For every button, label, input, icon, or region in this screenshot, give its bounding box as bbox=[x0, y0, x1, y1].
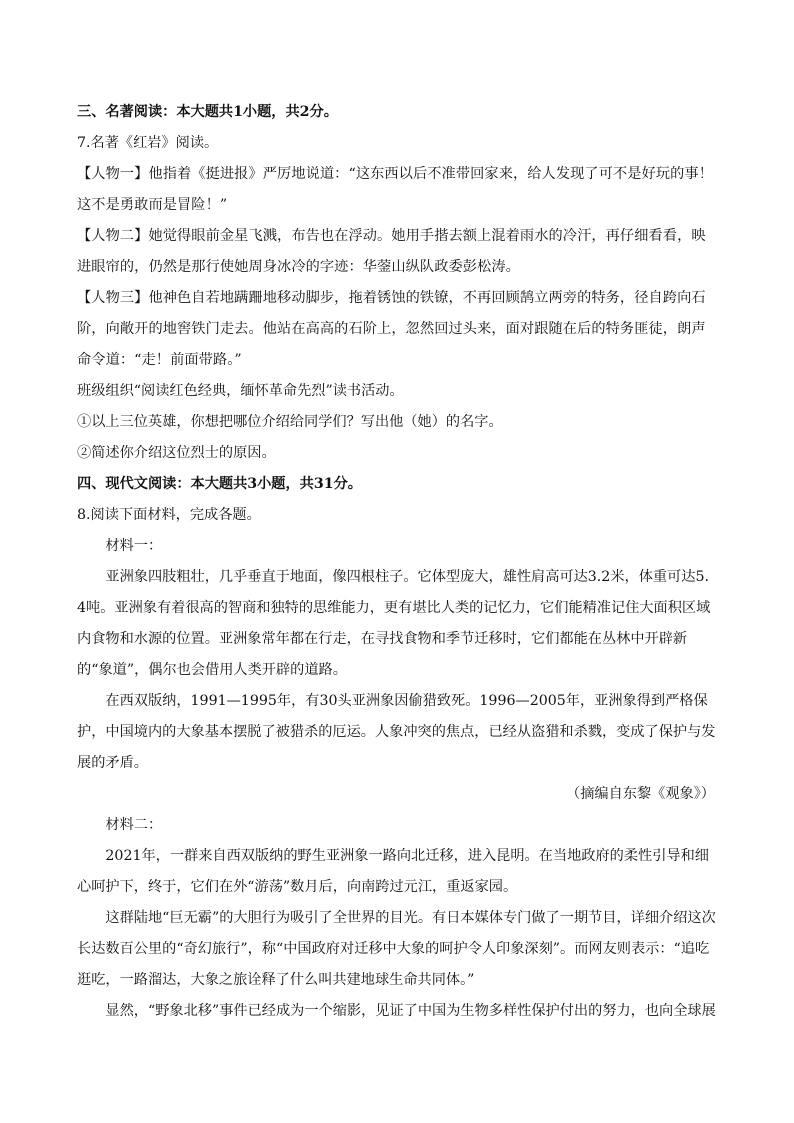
material-1-label: 材料一： bbox=[105, 538, 163, 554]
material-2-paragraph-3: 显然，“野象北移”事件已经成为一个缩影，见证了中国为生物多样性保护付出的努力，也向全球展 bbox=[105, 1003, 716, 1019]
section-4-heading: 四、现代文阅读：本大题共3小题，共31分。 bbox=[77, 476, 362, 492]
material-1-paragraph-1: 亚洲象四肢粗壮，几乎垂直于地面，像四根柱子。它体型庞大，雄性肩高可达3.2米，体重可达5.4吨。亚洲象有着很高的智商和独特的思维能力，更有堪比人类的记忆力，它们能精准记住大面积区域内食物和水源的位置。亚洲象常年都在行走，在寻找食物和季节迁移时，它们都能在丛林中开辟新的“象道”，偶尔也会借用人类开辟的道路。 bbox=[77, 569, 711, 678]
material-2-label: 材料二： bbox=[105, 817, 163, 833]
sub-question-1: ①以上三位英雄，你想把哪位介绍给同学们？写出他（她）的名字。 bbox=[77, 414, 503, 430]
question-8-title: 8.阅读下面材料，完成各题。 bbox=[77, 507, 261, 523]
sub-question-2: ②简述你介绍这位烈士的原因。 bbox=[77, 445, 276, 461]
page-content bbox=[77, 97, 717, 1027]
material-2-paragraph-1: 2021年，一群来自西双版纳的野生亚洲象一路向北迁移，进入昆明。在当地政府的柔性引导和细心呵护下，终于，它们在外“游荡”数月后，向南跨过元江，重返家园。 bbox=[77, 848, 709, 895]
material-1-source: （摘编自东黎《观象》） bbox=[566, 786, 715, 802]
person-1-excerpt: 【人物一】他指着《挺进报》严厉地说道：“这东西以后不准带回家来，给人发现了可不是好玩的事！这不是勇敢而是冒险！” bbox=[77, 166, 714, 213]
person-2-excerpt: 【人物二】她觉得眼前金星飞溅，布告也在浮动。她用手揩去额上混着雨水的冷汗，再仔细看看，映进眼帘的，仍然是那行使她周身冰冷的字迹：华蓥山纵队政委彭松涛。 bbox=[77, 228, 706, 275]
person-3-excerpt: 【人物三】他神色自若地蹒跚地移动脚步，拖着锈蚀的铁镣，不再回顾鹄立两旁的特务，径自跨向石阶，向敞开的地窖铁门走去。他站在高高的石阶上，忽然回过头来，面对跟随在后的特务匪徒，朗声命令道：“走！前面带路。” bbox=[77, 290, 706, 368]
section-3-heading: 三、名著阅读：本大题共1小题，共2分。 bbox=[77, 104, 338, 120]
question-7-title: 7.名著《红岩》阅读。 bbox=[77, 135, 219, 151]
reading-activity: 班级组织“阅读红色经典，缅怀革命先烈”读书活动。 bbox=[77, 383, 404, 399]
material-2-paragraph-2: 这群陆地“巨无霸”的大胆行为吸引了全世界的目光。有日本媒体专门做了一期节目，详细介绍这次长达数百公里的“奇幻旅行”，称“中国政府对迁移中大象的呵护令人印象深刻”。而网友则表示：“追吃逛吃，一路溜达，大象之旅诠释了什么叫共建地球生命共同体。” bbox=[77, 910, 716, 988]
material-1-paragraph-2: 在西双版纳，1991—1995年，有30头亚洲象因偷猎致死。1996—2005年，亚洲象得到严格保护，中国境内的大象基本摆脱了被猎杀的厄运。人象冲突的焦点，已经从盗猎和杀戮，变成了保护与发展的矛盾。 bbox=[77, 693, 716, 771]
